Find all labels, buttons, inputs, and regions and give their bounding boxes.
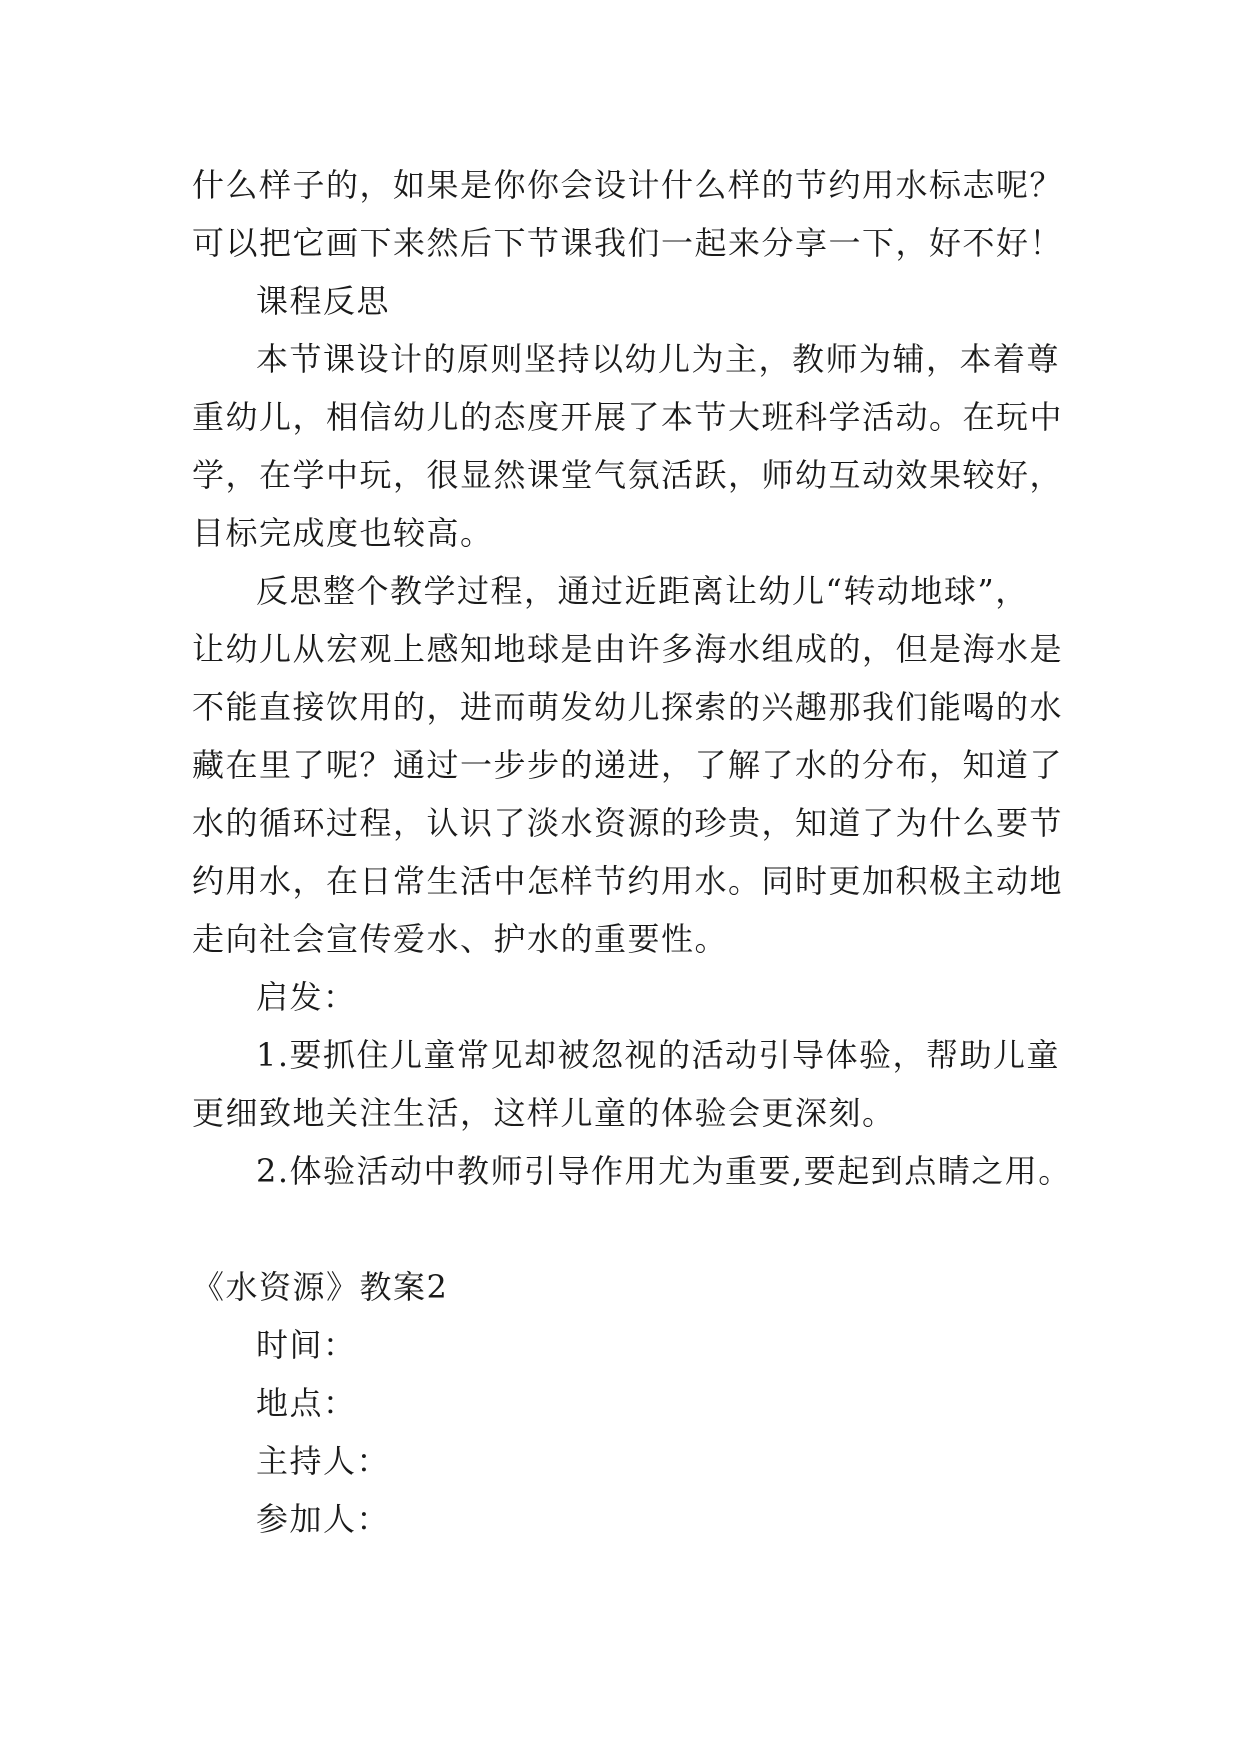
paragraph-line: 目标完成度也较高。 bbox=[192, 514, 494, 552]
document-page bbox=[192, 156, 1072, 1548]
paragraph-line: 藏在里了呢？通过一步步的递进，了解了水的分布，知道了 bbox=[192, 746, 1064, 784]
paragraph-line: 反思整个教学过程，通过近距离让幼儿“转动地球”， bbox=[256, 572, 1029, 610]
section-heading: 启发： bbox=[256, 978, 357, 1016]
paragraph-line: 学，在学中玩，很显然课堂气氛活跃，师幼互动效果较好， bbox=[192, 456, 1064, 494]
paragraph-line: 走向社会宣传爱水、护水的重要性。 bbox=[192, 920, 729, 958]
list-item: 2.体验活动中教师引导作用尤为重要,要起到点睛之用。 bbox=[256, 1152, 1072, 1190]
paragraph-line: 约用水，在日常生活中怎样节约用水。同时更加积极主动地 bbox=[192, 862, 1064, 900]
paragraph-line: 让幼儿从宏观上感知地球是由许多海水组成的，但是海水是 bbox=[192, 630, 1064, 668]
list-item-continuation: 更细致地关注生活，这样儿童的体验会更深刻。 bbox=[192, 1094, 896, 1132]
field-time: 时间： bbox=[256, 1326, 357, 1364]
field-host: 主持人： bbox=[256, 1442, 391, 1480]
field-location: 地点： bbox=[256, 1384, 357, 1422]
section-heading: 课程反思 bbox=[256, 282, 391, 320]
paragraph-line: 水的循环过程，认识了淡水资源的珍贵，知道了为什么要节 bbox=[192, 804, 1064, 842]
paragraph-line: 可以把它画下来然后下节课我们一起来分享一下，好不好！ bbox=[192, 224, 1064, 262]
list-item: 1.要抓住儿童常见却被忽视的活动引导体验，帮助儿童 bbox=[256, 1036, 1061, 1074]
document-title: 《水资源》教案2 bbox=[192, 1268, 449, 1306]
paragraph-line: 什么样子的，如果是你你会设计什么样的节约用水标志呢？ bbox=[192, 166, 1064, 204]
paragraph-line: 重幼儿，相信幼儿的态度开展了本节大班科学活动。在玩中 bbox=[192, 398, 1064, 436]
spacer bbox=[192, 1200, 1052, 1258]
paragraph-line: 本节课设计的原则坚持以幼儿为主，教师为辅，本着尊 bbox=[256, 340, 1061, 378]
paragraph-line: 不能直接饮用的，进而萌发幼儿探索的兴趣那我们能喝的水 bbox=[192, 688, 1064, 726]
field-participants: 参加人： bbox=[256, 1500, 391, 1538]
